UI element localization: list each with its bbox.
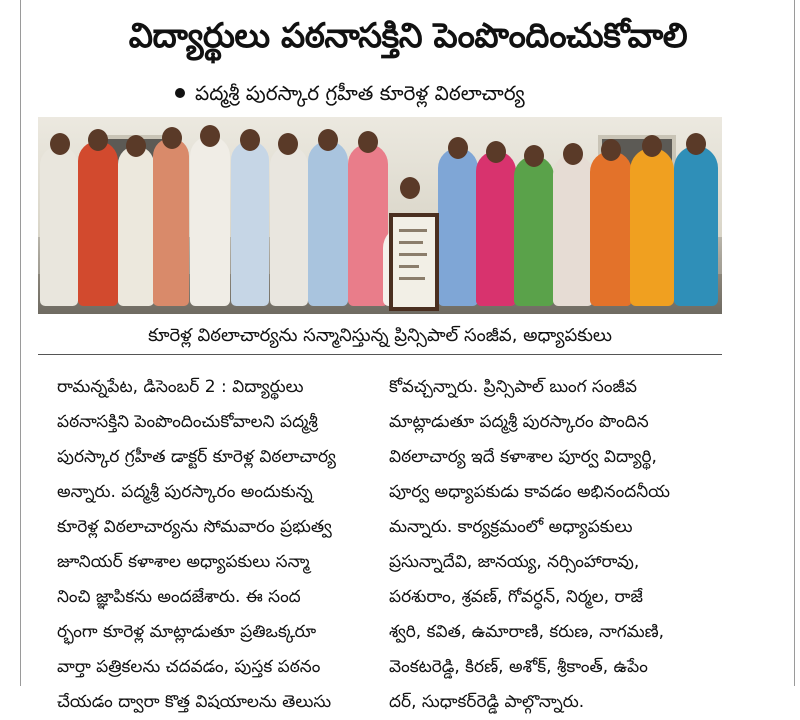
photo-head	[400, 177, 420, 199]
photo-caption: కూరెళ్ల విఠలాచార్యను సన్మానిస్తున్న ప్రిన్సిపాల్ సంజీవ, అధ్యాపకులు	[38, 317, 722, 355]
photo-head	[318, 129, 338, 151]
headline: విద్యార్థులు పఠనాసక్తిని పెంపొందించుకోవాలి	[128, 16, 688, 56]
photo-person	[118, 146, 154, 306]
article-line: రామన్నపేట, డిసెంబర్ 2 : విద్యార్థులు	[57, 377, 304, 397]
photo-person	[231, 141, 269, 306]
photo-head	[278, 133, 298, 155]
photo-person	[270, 146, 308, 306]
photo-person	[514, 156, 554, 306]
article-line: నించి జ్ఞాపికను అందజేశారు. ఈ సంద	[57, 587, 301, 607]
article-line: విఠలాచార్య ఇదే కళాశాల పూర్వ విద్యార్థి,	[389, 447, 657, 467]
photo-head	[50, 133, 70, 155]
article-line: చేయడం ద్వారా కొత్త విషయాలను తెలుసు	[57, 692, 332, 712]
photo-person	[590, 151, 632, 306]
photo-person	[674, 146, 718, 306]
article-line: కోవచ్చన్నారు. ప్రిన్సిపాల్ బుంగ సంజీవ	[389, 377, 637, 397]
photo-head	[162, 127, 182, 149]
article-line: కూరెళ్ల విఠలాచార్యను సోమవారం ప్రభుత్వ	[57, 517, 332, 537]
photo-person	[348, 144, 388, 306]
photo-head	[524, 145, 544, 167]
photo-person	[190, 136, 230, 306]
article-line: శ్వరి, కవిత, ఉమారాణి, కరుణ, నాగమణి,	[389, 622, 665, 642]
photo-memento-plaque	[389, 213, 439, 311]
photo-person	[553, 154, 593, 306]
article-line: అన్నారు. పద్మశ్రీ పురస్కారం అందుకున్న	[57, 482, 313, 502]
article-line: దర్, సుధాకర్‌రెడ్డి పాల్గొన్నారు.	[389, 692, 585, 712]
article-line: మాట్లాడుతూ పద్మశ్రీ పురస్కారం పొందిన	[389, 412, 649, 432]
photo-person	[153, 138, 189, 306]
article-column-2	[389, 370, 719, 720]
photo-head	[88, 129, 108, 151]
article-line: ప్రసున్నాదేవి, జానయ్య, నర్సింహారావు,	[389, 552, 640, 572]
photo-head	[642, 135, 662, 157]
photo-head	[358, 131, 378, 153]
article-line: వెంకటరెడ్డి, కిరణ్, అశోక్, శ్రీకాంత్, ఉపేం	[389, 657, 648, 677]
news-photo	[38, 117, 722, 314]
article-line: పరశురాం, శ్రవణ్, గోవర్ధన్, నిర్మల, రాజే	[389, 587, 643, 607]
bullet-icon	[175, 88, 185, 98]
photo-head	[486, 141, 506, 163]
column-rule-right	[794, 0, 795, 686]
photo-head	[686, 133, 706, 155]
article-line: మన్నారు. కార్యక్రమంలో అధ్యాపకులు	[389, 517, 633, 537]
article-line: ర్భంగా కూరెళ్ల మాట్లాడుతూ ప్రతిఒక్కరూ	[57, 622, 317, 642]
article-line: పురస్కార గ్రహీత డాక్టర్ కూరెళ్ల విఠలాచార్య	[57, 447, 336, 467]
article-line: వార్తా పత్రికలను చదవడం, పుస్తక పఠనం	[57, 657, 321, 677]
photo-person	[476, 151, 516, 306]
subheadline	[175, 78, 525, 108]
photo-person	[438, 148, 478, 306]
subheadline-text: పద్మశ్రీ పురస్కార గ్రహీత కూరెళ్ల విఠలాచార్య	[195, 81, 525, 105]
article-column-1	[57, 370, 372, 720]
photo-head	[126, 135, 146, 157]
photo-head	[240, 129, 260, 151]
photo-person	[40, 146, 78, 306]
photo-person	[630, 148, 674, 306]
photo-person	[78, 141, 118, 306]
column-rule-left	[20, 0, 21, 686]
photo-head	[563, 143, 583, 165]
photo-head	[448, 137, 468, 159]
article-line: పఠనాసక్తిని పెంపొందించుకోవాలని పద్మశ్రీ	[57, 412, 318, 432]
photo-head	[601, 139, 621, 161]
article-line: జూనియర్ కళాశాల అధ్యాపకులు సన్మా	[57, 552, 310, 572]
photo-person	[308, 141, 348, 306]
article-line: పూర్వ అధ్యాపకుడు కావడం అభినందనీయ	[389, 482, 671, 502]
photo-head	[200, 125, 220, 147]
